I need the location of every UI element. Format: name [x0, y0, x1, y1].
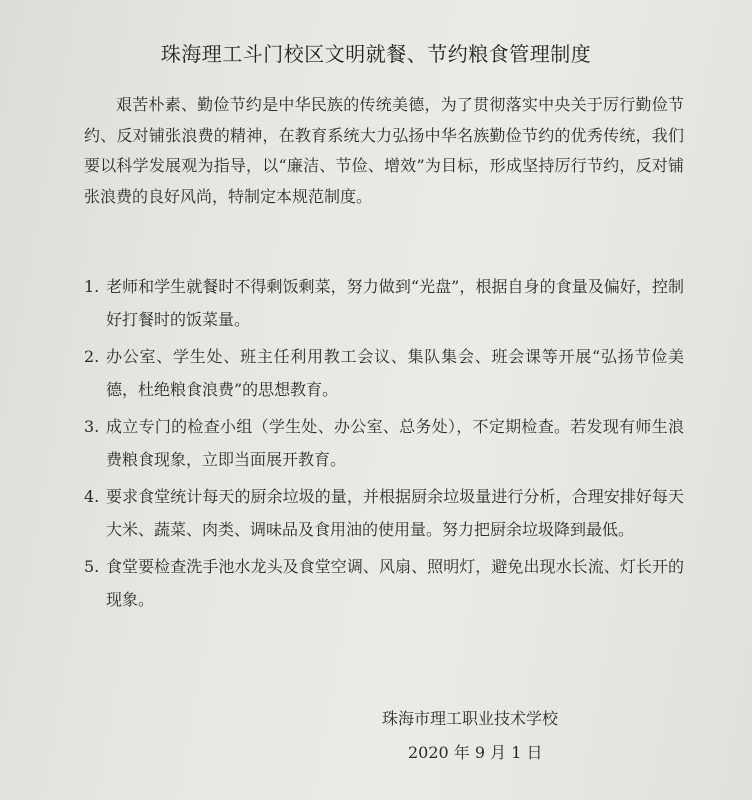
signature-date: 2020 年 9 月 1 日 — [408, 743, 543, 762]
rule-number: 4. — [84, 487, 100, 506]
rule-item-5 — [84, 550, 684, 616]
rule-text: 食堂要检查洗手池水龙头及食堂空调、风扇、照明灯，避免出现水长流、灯长开的现象。 — [106, 557, 684, 609]
signature-block — [382, 702, 662, 770]
signature-organization: 珠海市理工职业技术学校 — [382, 709, 559, 728]
document-title: 珠海理工斗门校区文明就餐、节约粮食管理制度 — [160, 42, 592, 66]
rule-number: 3. — [84, 417, 100, 436]
rule-item-4 — [84, 480, 684, 546]
intro-paragraph: 艰苦朴素、勤俭节约是中华民族的传统美德，为了贯彻落实中央关于厉行勤俭节约、反对铺张浪费的精神，在教育系统大力弘扬中华名族勤俭节约的优秀传统，我们要以科学发展观为指导，以“廉洁、节俭、增效”为目标，形成坚持厉行节约，反对铺张浪费的良好风尚，特制定本规范制度。 — [84, 95, 684, 206]
rule-text: 要求食堂统计每天的厨余垃圾的量，并根据厨余垃圾量进行分析，合理安排好每天大米、蔬菜、肉类、调味品及食用油的使用量。努力把厨余垃圾降到最低。 — [106, 487, 684, 539]
rule-item-2 — [84, 340, 684, 406]
rule-number: 2. — [84, 347, 100, 366]
rule-text: 老师和学生就餐时不得剩饭剩菜，努力做到“光盘”，根据自身的食量及偏好，控制好打餐时的饭菜量。 — [106, 277, 684, 329]
rule-text: 成立专门的检查小组（学生处、办公室、总务处），不定期检查。若发现有师生浪费粮食现象，立即当面展开教育。 — [106, 417, 684, 469]
rule-number: 5. — [84, 557, 100, 576]
rule-number: 1. — [84, 277, 100, 296]
rule-text: 办公室、学生处、班主任利用教工会议、集队集会、班会课等开展“弘扬节俭美德，杜绝粮食浪费”的思想教育。 — [106, 347, 684, 399]
rule-item-1 — [84, 270, 684, 336]
rules-list — [84, 270, 684, 620]
rule-item-3 — [84, 410, 684, 476]
